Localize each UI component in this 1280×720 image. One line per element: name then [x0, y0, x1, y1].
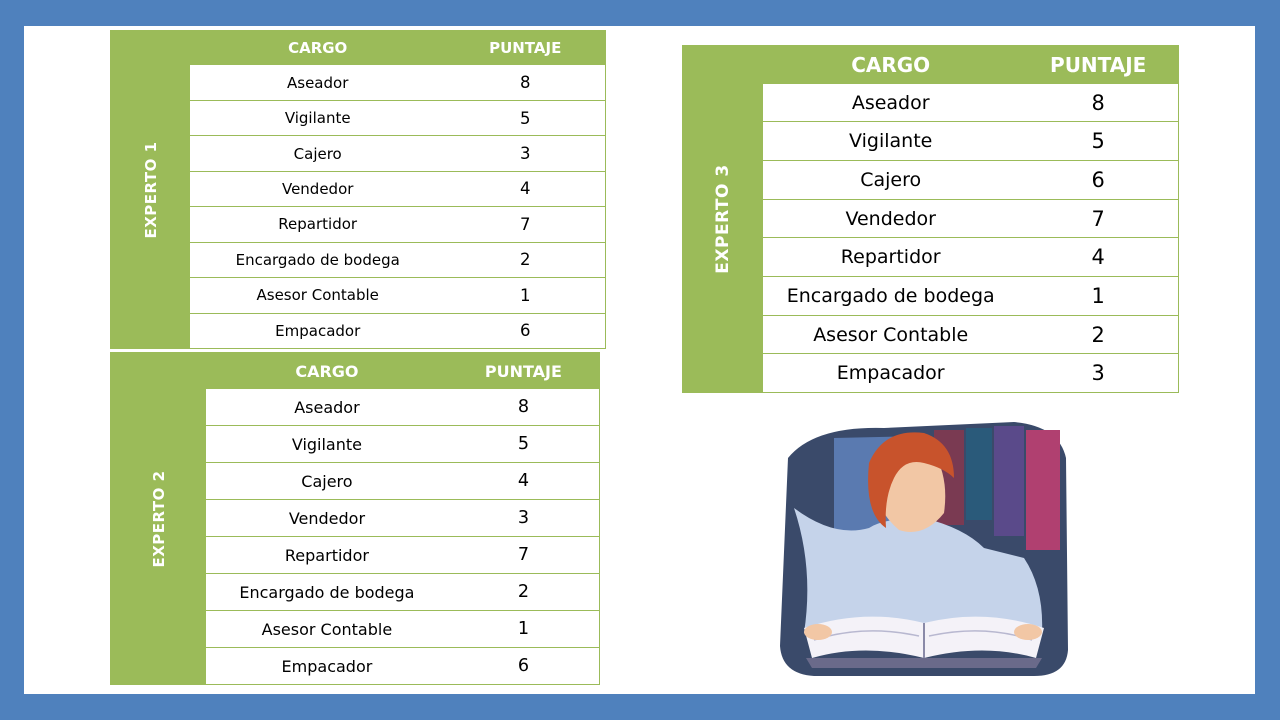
table-row — [190, 207, 605, 242]
cargo-cell: Asesor Contable — [261, 619, 393, 639]
cargo-cell: Repartidor — [278, 215, 358, 234]
header-puntaje: PUNTAJE — [489, 39, 562, 58]
cargo-cell: Vigilante — [284, 109, 351, 128]
table-row — [190, 278, 605, 313]
puntaje-cell: 8 — [1091, 90, 1105, 115]
header-puntaje: PUNTAJE — [484, 361, 562, 381]
table-grid — [763, 46, 1178, 392]
cargo-cell: Encargado de bodega — [239, 582, 415, 602]
table-row — [763, 84, 1178, 123]
table-row — [763, 354, 1178, 392]
cargo-cell: Empacador — [281, 656, 373, 676]
puntaje-cell: 7 — [517, 545, 530, 565]
table-row — [763, 316, 1178, 355]
puntaje-cell: 6 — [1091, 167, 1105, 192]
puntaje-cell: 8 — [519, 73, 531, 93]
cargo-cell: Vendedor — [281, 179, 354, 198]
puntaje-cell: 2 — [519, 250, 531, 270]
table-row — [190, 172, 605, 207]
cargo-cell: Empacador — [275, 321, 361, 340]
puntaje-cell: 5 — [519, 108, 531, 128]
table-row — [206, 463, 599, 500]
reading-woman-illustration — [774, 418, 1070, 680]
cargo-cell: Encargado de bodega — [786, 284, 995, 307]
cargo-cell: Asesor Contable — [813, 323, 969, 346]
puntaje-cell: 7 — [1091, 206, 1105, 231]
puntaje-cell: 3 — [517, 508, 530, 528]
puntaje-cell: 8 — [517, 397, 530, 417]
cargo-cell: Aseador — [294, 397, 360, 417]
expert-label: EXPERTO 2 — [149, 469, 168, 568]
expert-label: EXPERTO 1 — [141, 140, 160, 239]
cargo-cell: Empacador — [836, 362, 945, 385]
table-row — [190, 136, 605, 171]
table-row — [206, 574, 599, 611]
table-row — [206, 389, 599, 426]
puntaje-cell: 5 — [517, 434, 530, 454]
header-puntaje: PUNTAJE — [1050, 52, 1147, 77]
table-experto-1 — [110, 30, 606, 349]
puntaje-cell: 6 — [519, 321, 531, 341]
puntaje-cell: 3 — [1091, 361, 1105, 386]
cargo-cell: Encargado de bodega — [235, 250, 400, 269]
expert-label-cell — [111, 31, 190, 348]
table-row — [190, 101, 605, 136]
puntaje-cell: 6 — [517, 656, 530, 676]
cargo-cell: Vendedor — [845, 207, 936, 230]
puntaje-cell: 1 — [517, 619, 530, 639]
header-row — [206, 353, 599, 389]
cargo-cell: Cajero — [301, 471, 353, 491]
table-row — [206, 648, 599, 684]
table-row — [206, 611, 599, 648]
expert-label-cell — [683, 46, 763, 392]
puntaje-cell: 2 — [517, 582, 530, 602]
expert-label: EXPERTO 3 — [713, 164, 733, 274]
cargo-cell: Vendedor — [288, 508, 366, 528]
cargo-cell: Repartidor — [840, 246, 941, 269]
cargo-cell: Vigilante — [849, 130, 933, 153]
header-row — [763, 46, 1178, 84]
table-grid — [190, 31, 605, 348]
puntaje-cell: 3 — [519, 144, 531, 164]
table-row — [763, 277, 1178, 316]
table-row — [763, 238, 1178, 277]
expert-label-cell — [111, 353, 206, 684]
table-row — [763, 161, 1178, 200]
table-row — [190, 314, 605, 348]
puntaje-cell: 7 — [519, 214, 531, 234]
cargo-cell: Asesor Contable — [256, 286, 379, 305]
header-cargo: CARGO — [295, 361, 359, 381]
puntaje-cell: 4 — [517, 471, 530, 491]
puntaje-cell: 4 — [519, 179, 531, 199]
puntaje-cell: 2 — [1091, 322, 1105, 347]
table-row — [763, 200, 1178, 239]
header-cargo: CARGO — [851, 52, 931, 77]
cargo-cell: Aseador — [851, 91, 930, 114]
table-experto-2 — [110, 352, 600, 685]
cargo-cell: Vigilante — [291, 434, 362, 454]
table-experto-3 — [682, 45, 1179, 393]
puntaje-cell: 4 — [1091, 245, 1105, 270]
puntaje-cell: 5 — [1091, 129, 1105, 154]
table-row — [190, 243, 605, 278]
table-row — [206, 500, 599, 537]
cargo-cell: Cajero — [293, 144, 342, 163]
table-row — [206, 426, 599, 463]
cargo-cell: Repartidor — [284, 545, 369, 565]
table-row — [206, 537, 599, 574]
table-grid — [206, 353, 599, 684]
cargo-cell: Aseador — [287, 73, 349, 92]
table-row — [190, 65, 605, 100]
puntaje-cell: 1 — [1091, 283, 1105, 308]
cargo-cell: Cajero — [860, 168, 922, 191]
table-row — [763, 122, 1178, 161]
puntaje-cell: 1 — [519, 285, 531, 305]
header-row — [190, 31, 605, 65]
header-cargo: CARGO — [288, 39, 348, 58]
